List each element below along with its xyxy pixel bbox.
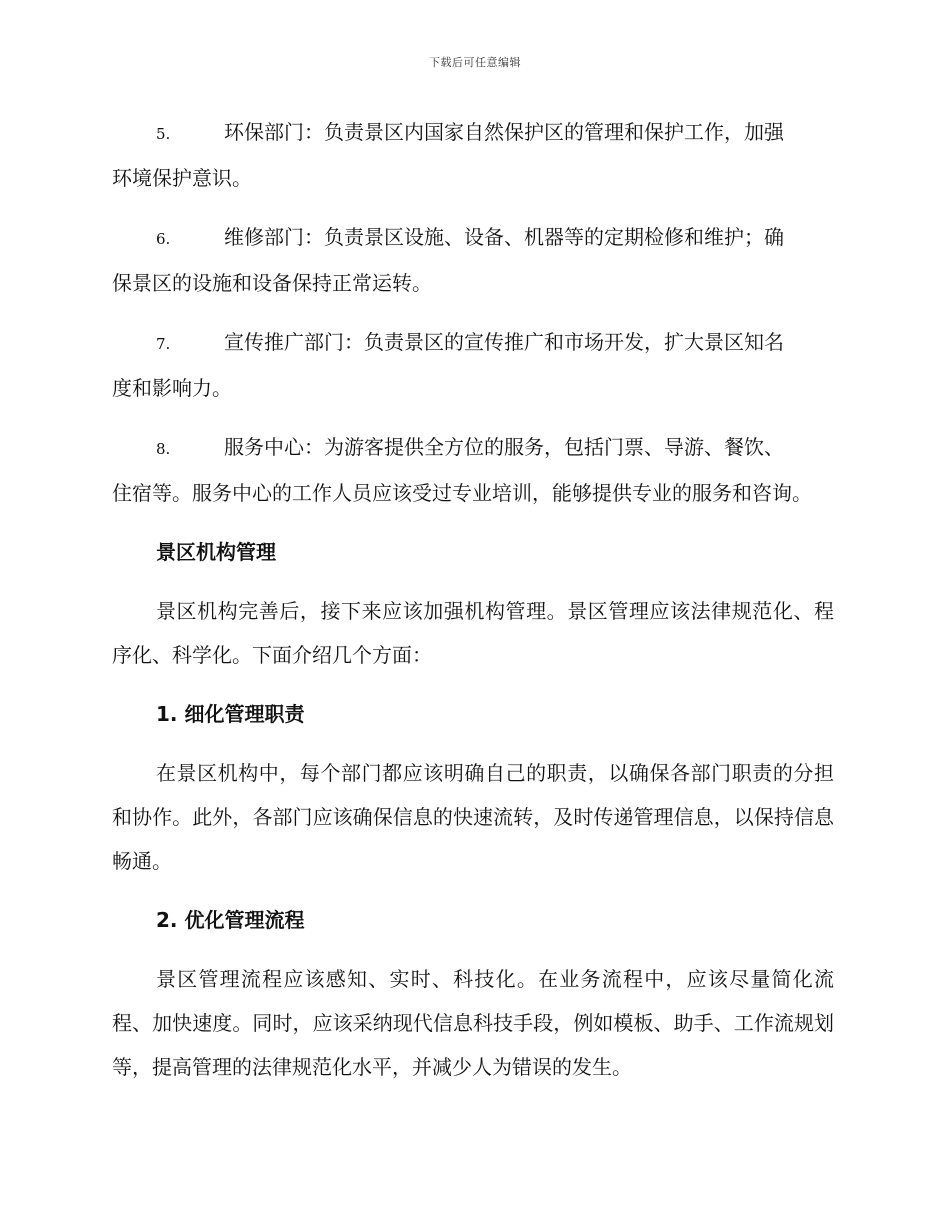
- item-number: 8.: [156, 440, 171, 458]
- section-title: 景区机构管理: [156, 540, 276, 564]
- subsection-body-2: 景区管理流程应该感知、实时、科技化。在业务流程中，应该尽量简化流程、加快速度。同时，应该采纳现代信息科技手段，例如模板、助手、工作流规划等，提高管理的法律规范化水平，并减少人为错误的发生。: [112, 967, 834, 1079]
- item-text-rest: 住宿等。服务中心的工作人员应该受过专业培训，能够提供专业的服务和咨询。: [112, 481, 812, 505]
- item-text-first: 环保部门：负责景区内国家自然保护区的管理和保护工作，加强: [224, 120, 784, 144]
- item-text-first: 服务中心：为游客提供全方位的服务，包括门票、导游、餐饮、: [224, 435, 784, 459]
- list-item-5: [112, 110, 834, 200]
- item-text-rest: 度和影响力。: [112, 376, 232, 400]
- item-text-rest: 环境保护意识。: [112, 166, 252, 190]
- list-item-8: [112, 425, 834, 515]
- subsection-title-1: 1. 细化管理职责: [156, 702, 305, 726]
- document-body: [112, 110, 834, 1089]
- list-item-7: [112, 320, 834, 410]
- subsection-title-2: 2. 优化管理流程: [156, 908, 305, 932]
- item-number: 5.: [156, 125, 171, 143]
- item-text-first: 维修部门：负责景区设施、设备、机器等的定期检修和维护；确: [224, 225, 784, 249]
- list-item-6: [112, 215, 834, 305]
- item-text-rest: 保景区的设施和设备保持正常运转。: [112, 271, 432, 295]
- subsection-body-1: 在景区机构中，每个部门都应该明确自己的职责，以确保各部门职责的分担和协作。此外，各部门应该确保信息的快速流转，及时传递管理信息，以保持信息畅通。: [112, 761, 834, 873]
- intro-paragraph: 景区机构完善后，接下来应该加强机构管理。景区管理应该法律规范化、程序化、科学化。下面介绍几个方面：: [112, 599, 834, 667]
- item-number: 6.: [156, 230, 171, 248]
- item-number: 7.: [156, 335, 171, 353]
- item-text-first: 宣传推广部门：负责景区的宣传推广和市场开发，扩大景区知名: [224, 330, 784, 354]
- page-header: 下载后可任意编辑: [429, 56, 521, 69]
